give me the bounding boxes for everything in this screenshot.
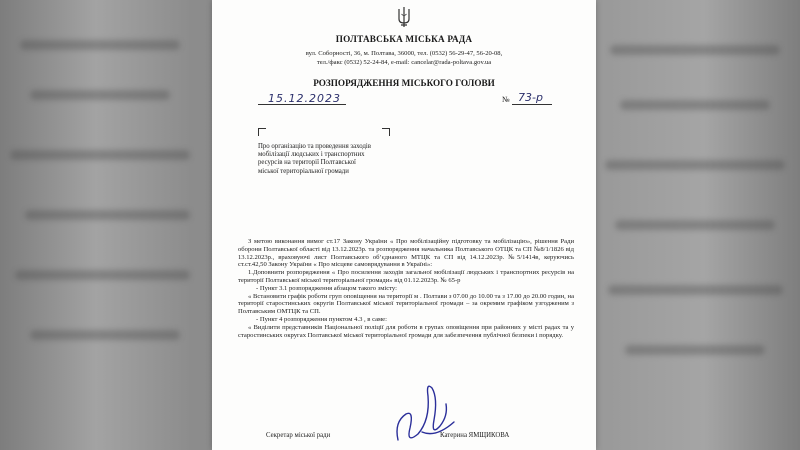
trident-emblem-icon (396, 6, 412, 28)
address-line-2: тел./факс (0532) 52-24-84, e-mail: cancelar@rada-poltava.gov.ua (316, 59, 492, 66)
paragraph: З метою виконання вимог ст.17 Закону України « Про мобілізаційну підготовку та мобілізацію», рішення Ради оборони Полтавської області від 13.12.2023р. та розпорядження начальника Полтавського ОТЦК та СП №8/1/1826 від 13.12.2023р., враховуючі лист Полтавського об’єднаного МТЦК та СП від 14.12.2023р. №5/1414в, керуючись ст.ст.42,50 Закону України « Про місцеве самоврядування в Україні»: (238, 238, 574, 269)
subject-line: ресурсів на території Полтавської (258, 159, 356, 167)
number-underline (512, 104, 552, 105)
order-title: РОЗПОРЯДЖЕННЯ МІСЬКОГО ГОЛОВИ (313, 78, 495, 88)
number-label: № (502, 95, 510, 104)
subject-block (258, 143, 438, 176)
council-name: ПОЛТАВСЬКА МІСЬКА РАДА (335, 34, 473, 44)
paragraph: « Встановити графік роботи груп оповіщення на території м . Полтави з 07.00 до 10.00 та з 17.00 до 20.00 годин, на території старостинських округів Полтавської міської територіальної громади – за окремим графіком узгодженим з Полтавським ОМТЦК та СП. (238, 292, 574, 316)
date-underline (258, 104, 346, 105)
document-body (238, 238, 574, 339)
subject-line: Про організацію та проведення заходів (258, 143, 372, 150)
subject-line: міської територіальної громади (258, 167, 349, 175)
subject-bracket-left (258, 128, 266, 136)
paragraph: - Пункт 3.1 розпорядження абзацом такого змісту: (256, 284, 397, 292)
paragraph: - Пункт 4 розпорядження пунктом 4.3 , в саме: (256, 315, 387, 323)
paragraph: « Виділити представників Національної поліції для роботи в групах оповіщення при районних у місті радах та у старостинських округах Полтавської міської територіальної громади для забезпечення публічної безпеки і порядку. (238, 323, 574, 339)
subject-bracket-right (382, 128, 390, 136)
handwritten-date: 15.12.2023 (268, 92, 341, 105)
address-line-1: вул. Соборності, 36, м. Полтава, 36000, тел. (0532) 56-29-47, 56-20-08, (305, 50, 503, 57)
document-page (212, 0, 596, 450)
handwritten-number: 73-р (518, 91, 543, 104)
signer-name: Катерина ЯМЩИКОВА (440, 432, 510, 439)
paragraph: 1.Доповнити розпорядження « Про посилення заходів загальної мобілізації людських і транспортних ресурсів на території Полтавської міської територіальної громади» від 01.12.2023р. № 65-р (238, 269, 574, 284)
signer-position: Секретар міської ради (266, 432, 331, 439)
subject-line: мобілізації людських і транспортних (258, 151, 365, 159)
